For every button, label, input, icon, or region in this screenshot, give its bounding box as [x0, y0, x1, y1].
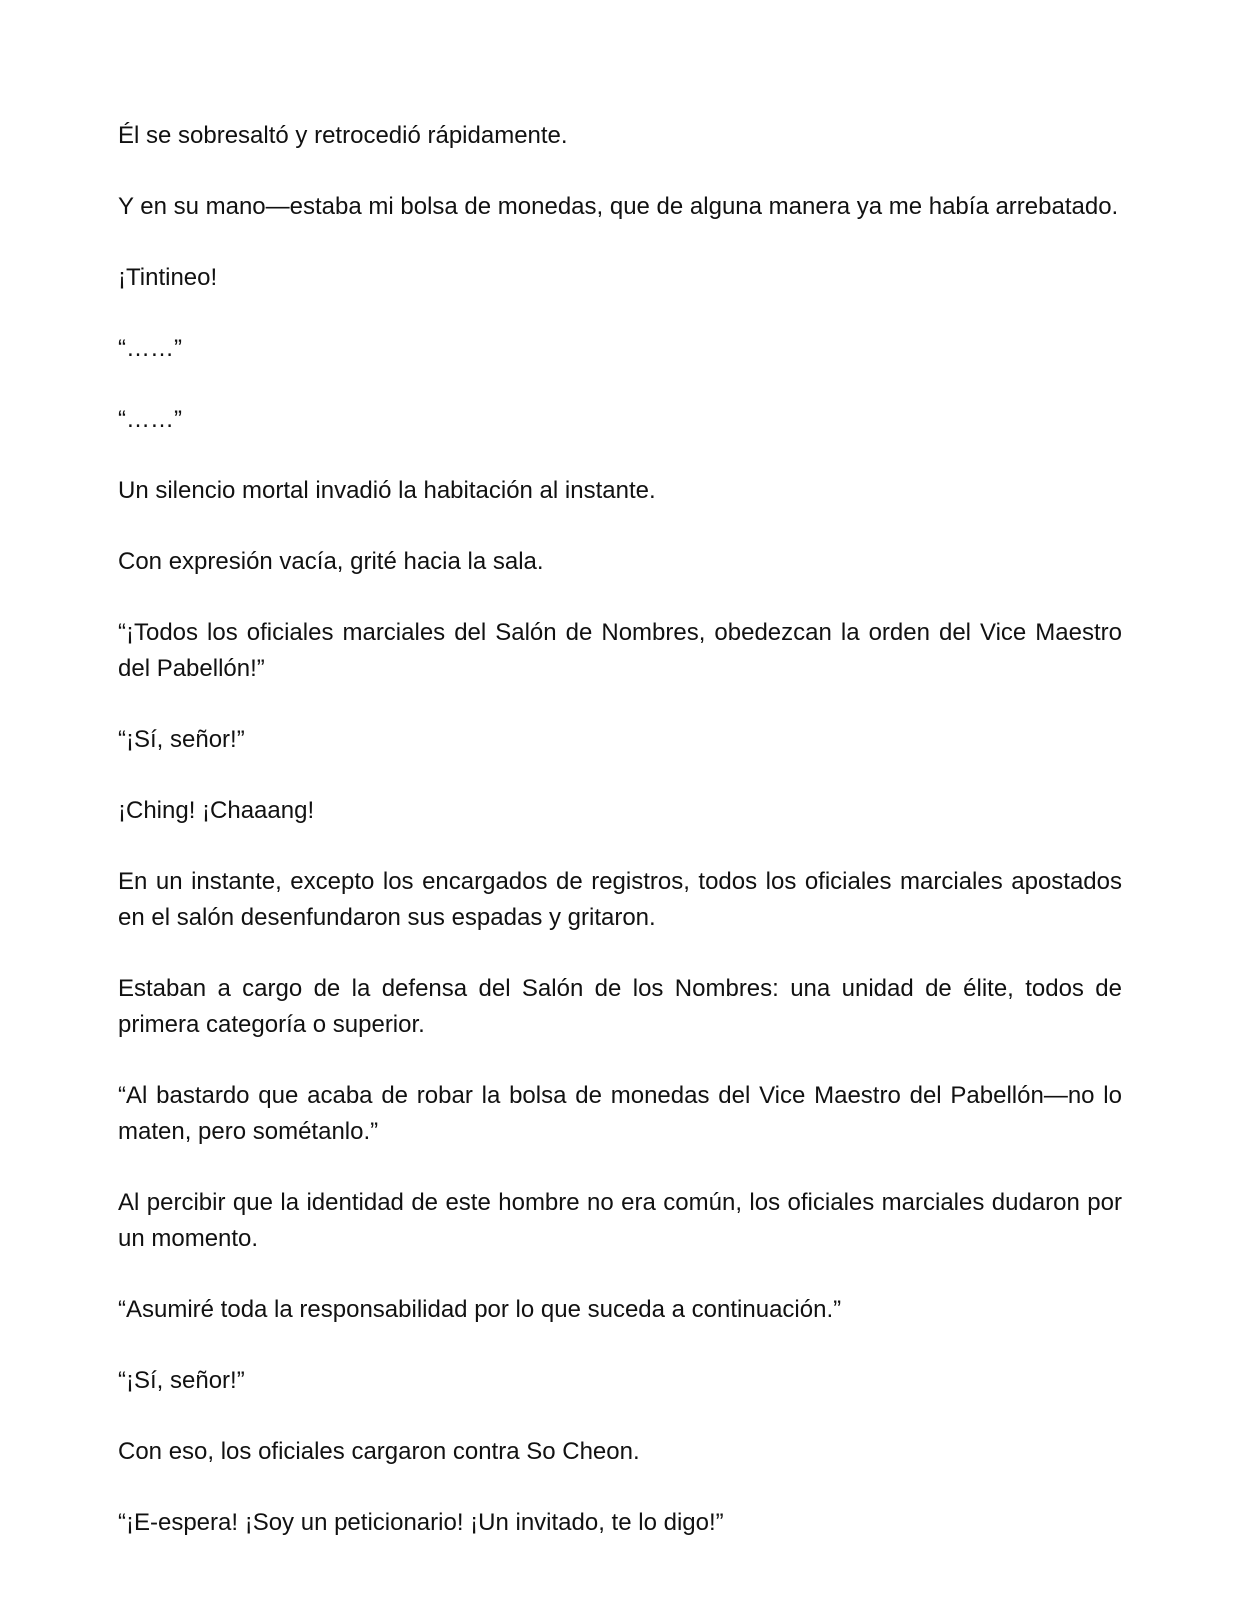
- paragraph: Y en su mano—estaba mi bolsa de monedas, que de alguna manera ya me había arrebatado.: [118, 193, 1119, 220]
- paragraph: ¡Ching! ¡Chaaang!: [118, 797, 315, 824]
- paragraph: “Asumiré toda la responsabilidad por lo que suceda a continuación.”: [118, 1296, 842, 1323]
- paragraph: Al percibir que la identidad de este hombre no era común, los oficiales marciales dudaron por un momento.: [118, 1189, 1122, 1252]
- paragraph: ¡Tintineo!: [118, 264, 218, 291]
- paragraph: Con eso, los oficiales cargaron contra So Cheon.: [118, 1438, 640, 1465]
- paragraph: “¡Sí, señor!”: [118, 726, 245, 753]
- paragraph: Él se sobresaltó y retrocedió rápidamente.: [118, 122, 568, 149]
- paragraph: Con expresión vacía, grité hacia la sala.: [118, 548, 544, 575]
- paragraph: “……”: [118, 335, 182, 362]
- paragraph: En un instante, excepto los encargados de registros, todos los oficiales marciales apostados en el salón desenfundaron sus espadas y gritaron.: [118, 868, 1122, 931]
- body-text: [118, 118, 1122, 1576]
- paragraph: “¡E-espera! ¡Soy un peticionario! ¡Un invitado, te lo digo!”: [118, 1509, 724, 1536]
- paragraph: “¡Sí, señor!”: [118, 1367, 245, 1394]
- paragraph: “Al bastardo que acaba de robar la bolsa de monedas del Vice Maestro del Pabellón—no lo maten, pero sométanlo.”: [118, 1082, 1122, 1145]
- paragraph: Estaban a cargo de la defensa del Salón de los Nombres: una unidad de élite, todos de primera categoría o superior.: [118, 975, 1122, 1038]
- paragraph: Un silencio mortal invadió la habitación al instante.: [118, 477, 656, 504]
- paragraph: “……”: [118, 406, 182, 433]
- paragraph: “¡Todos los oficiales marciales del Salón de Nombres, obedezcan la orden del Vice Maestro del Pabellón!”: [118, 619, 1122, 682]
